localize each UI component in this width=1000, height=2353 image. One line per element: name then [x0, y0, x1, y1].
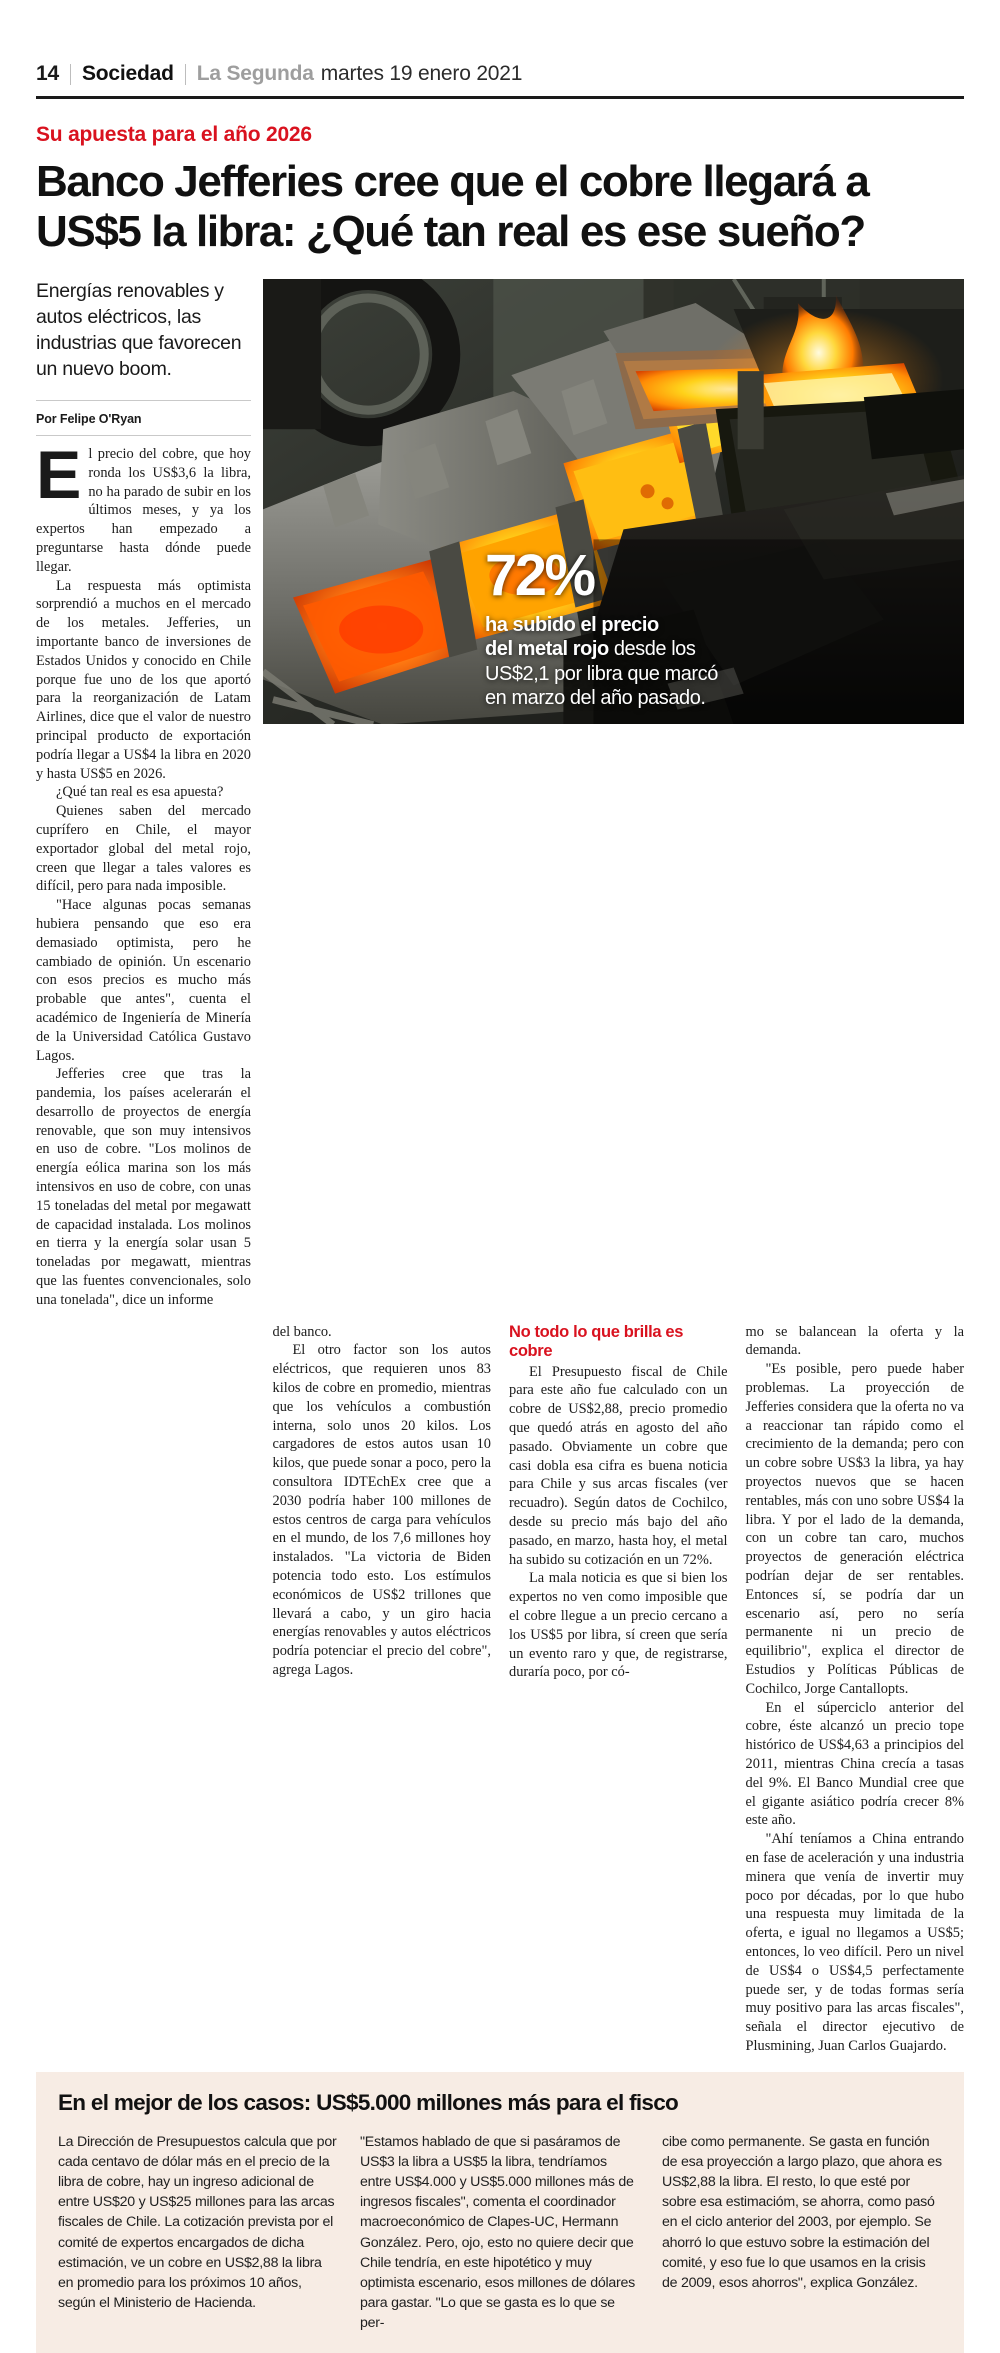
- headline-line-1: Banco Jefferies cree que el cobre llegará a: [36, 157, 869, 206]
- box-col3-text: cibe como permanente. Se gasta en función de esa proyección a largo plazo, que ahora es US$2,88 la libra. El resto, lo que esté por sobre esa estimacióm, se ahorra, como pasó en el ciclo anterior del 2003, por ejemplo. Se ahorró lo que estuvo sobre la estimación del comité, y eso fue lo que usamos en la crisis de 2009, esos ahorros", explica González.: [662, 2133, 942, 2291]
- column-3-text: [509, 1363, 728, 1683]
- paper-name: La Segunda: [196, 62, 314, 85]
- page-title: [36, 157, 964, 257]
- sidebar-box: [36, 2072, 964, 2353]
- stat-bold-line-2: del metal rojo: [485, 638, 609, 661]
- col4-p3: En el súperciclo anterior del cobre, éste alcanzó un precio tope histórico de US$4,63 a principios del 2011, mientras China crecía a tasas del 9%. El Banco Mundial cree que el gigante asiático podría crecer 8% este año.: [745, 1699, 964, 1829]
- publication-date: martes 19 enero 2021: [320, 62, 523, 85]
- box-col1-text: La Dirección de Presupuestos calcula que por cada centavo de dólar más en el precio de la libra de cobre, hay un ingreso adicional de entre US$20 y US$25 millones para las arcas fiscales de Chile. La cotización prevista por el comité de expertos encargados de dicha estimación, ve un cobre en US$2,88 la libra en promedio para los próximos 10 años, según el Ministerio de Hacienda.: [58, 2133, 337, 2311]
- article-lede: Energías renovables y autos eléctricos, las industrias que favorecen un nuevo boom.: [36, 280, 242, 381]
- box-column-3: [662, 2132, 942, 2334]
- photo-stat-overlay: [485, 543, 725, 710]
- col1-p4: Quienes saben del mercado cuprífero en Chile, el mayor exportador global del metal rojo, creen que llegar a tales valores es difícil, pero para nada imposible.: [36, 803, 251, 895]
- column-4: [746, 1323, 965, 2056]
- col3-p2: La mala noticia es que si bien los expertos no ven como imposible que el cobre llegue a un precio cercano a los US$5 por libra, sí creen que sería un evento raro y que, de registrarse, duraría poco, por có-: [509, 1570, 728, 1681]
- col1-p6: Jefferies cree que tras la pandemia, los países acelerarán el desarrollo de proyectos de energía renovable, que son muy intensivos en uso de cobre. "Los molinos de energía eólica marina son los más intensivos en uso de cobre, con unas 15 toneladas del metal por megawatt de capacidad instalada. Los molinos en tierra y la energía solar usan 5 toneladas por megawatt, mientras que las fuentes convencionales, solo una tonelada", dice un informe: [36, 1066, 251, 1308]
- col2-p2: El otro factor son los autos eléctricos, que requieren unos 83 kilos de cobre en promedio, mientras que los vehículos a combustión interna, solo unos 20 kilos. Los cargadores de estos autos usan 10 kilos, que puede sonar a poco, pero la consultora IDTEchEx cree que a 2030 podría haber 100 millones de estos centros de carga para vehículos en el mundo, de los 7,6 millones hoy instalados. "La victoria de Biden potencia todo esto. Los estímulos económicos de US$2 trillones que llevará a cabo, y un giro hacia energías renovables y autos eléctricos podría potenciar el precio del cobre", agrega Lagos.: [272, 1342, 491, 1678]
- col1-p5: "Hace algunas pocas semanas hubiera pensando que eso era demasiado optimista, pero he cambiado de opinión. Un escenario con esos precios es mucho más probable que antes", cuenta el académico de Ingeniería de Minería de la Universidad Católica Gustavo Lagos.: [36, 897, 251, 1064]
- headline-line-2: US$5 la libra: ¿Qué tan real es ese sueño?: [36, 207, 865, 257]
- drop-cap: E: [36, 437, 82, 513]
- col1-p1: l precio del cobre, que hoy ronda los US$3,6 la libra, no ha parado de subir en los últimos meses, y ya los expertos han empezado a preguntarse hasta dónde puede llegar.: [36, 446, 251, 575]
- masthead: [36, 0, 964, 86]
- column-2: [273, 1323, 492, 2056]
- page-number: 14: [36, 62, 59, 85]
- col1-p3: ¿Qué tan real es esa apuesta?: [56, 784, 224, 801]
- column-1-upper: [36, 437, 251, 1310]
- lede-and-photo-row: [36, 279, 964, 1309]
- lead-paragraph: [36, 437, 251, 577]
- section-name: Sociedad: [81, 62, 174, 85]
- byline: Por Felipe O'Ryan: [36, 412, 142, 426]
- column-3: [509, 1323, 728, 2056]
- stat-value: 72%: [485, 543, 594, 609]
- box-col2-text: "Estamos hablado de que si pasáramos de US$3 la libra a US$5 la libra, tendríamos entre US$4.000 y US$5.000 millones más de ingresos fiscales", comenta el coordinador macroeconómico de Clapes-UC, Hermann González. Pero, ojo, esto no quiere decir que Chile tendría, en este hipotético y muy optimista escenario, esos millones de dólares para gastar. "Lo que se gasta es lo que se per-: [360, 2133, 636, 2332]
- left-rail: [36, 279, 251, 1309]
- col3-p1: El Presupuesto fiscal de Chile para este año fue calculado con un cobre de US$2,88, precio promedio que quedó atrás en agosto del año pasado. Obviamente un cobre que casi dobla esa cifra es buena noticia para Chile y sus arcas fiscales (ver recuadro). Según datos de Cochilco, desde su precio más bajo del año pasado, en marzo, hasta hoy, el metal ha subido su cotización en un 72%.: [509, 1363, 728, 1568]
- masthead-rule: [36, 96, 964, 99]
- stat-rest: desde los US$2,1 por libra que marcó en marzo del año pasado.: [485, 638, 718, 709]
- body-columns: [36, 1323, 964, 2056]
- col1-p2: La respuesta más optimista sorprendió a muchos en el mercado de los metales. Jefferies, un importante banco de inversiones de Estados Unidos y conocido en Chile porque fue uno de los que aportó para la reorganización de Latam Airlines, dice que el valor de nuestro principal producto de exportación podría llegar a US$4 la libra en 2020 y hasta US$5 en 2026.: [36, 577, 251, 782]
- stat-description: [485, 613, 725, 711]
- box-column-2: [360, 2132, 640, 2334]
- col4-p1: mo se balancean la oferta y la demanda.: [745, 1323, 964, 1359]
- section-subhead: No todo lo que brilla es cobre: [509, 1322, 684, 1360]
- sidebar-box-title: En el mejor de los casos: US$5.000 millones más para el fisco: [58, 2089, 679, 2115]
- box-column-1: [58, 2132, 338, 2334]
- sidebar-box-columns: [58, 2132, 942, 2334]
- stat-bold-line-1: ha subido el precio: [485, 613, 659, 636]
- article-photo: [263, 279, 964, 724]
- lede-rule: [36, 400, 251, 401]
- column-1-spacer: [36, 1323, 255, 2056]
- byline-rule: [36, 435, 251, 436]
- col2-p1: del banco.: [272, 1323, 332, 1340]
- article-kicker: Su apuesta para el año 2026: [36, 123, 312, 146]
- col4-p4: "Ahí teníamos a China entrando en fase de aceleración y una industria minera que venía de invertir muy poco por décadas, por lo que hubo una respuesta muy limitada de la oferta, e igual no llegamos a US$5; entonces, lo veo difícil. Pero un nivel de US$4 o US$4,5 perfectamente puede ser, y de todas formas sería muy positivo para las arcas fiscales", señala el director ejecutivo de Plusmining, Juan Carlos Guajardo.: [745, 1831, 964, 2054]
- col4-p2: "Es posible, pero puede haber problemas. La proyección de Jefferies considera que la oferta no va a reaccionar tan rápido como el crecimiento de la demanda; pero con un cobre sobre US$3 la libra, ya hay proyectos nuevos que se hacen rentables, más con uno sobre US$4 la libra. Y por el lado de la demanda, con un cobre tan caro, muchos proyectos de generación eléctrica podrían dejar de ser rentables. Entonces sí, se podría dar un escenario así, pero no sería permanente ni un precio de equilibrio", explica el director de Estudios y Políticas Públicas de Cochilco, Jorge Cantallopts.: [745, 1361, 964, 1697]
